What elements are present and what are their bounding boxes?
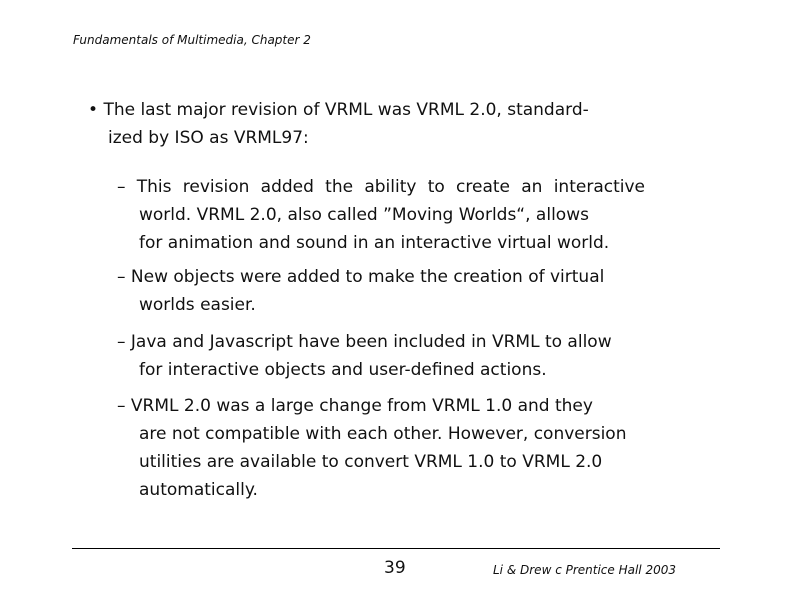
dash-marker: – — [117, 332, 126, 352]
sub-bullet-3-line1: Java and Javascript have been included in VRML to allow — [130, 332, 612, 352]
sub-bullet-4 — [117, 392, 645, 504]
dash-marker: – — [117, 396, 126, 416]
sub-bullet-1-line1 — [117, 173, 645, 201]
main-bullet-line2: ized by ISO as VRML97: — [108, 128, 309, 148]
main-bullet-line1: The last major revision of VRML was VRML 2.0, standard- — [103, 100, 589, 120]
sub-bullet-4-line4: automatically. — [139, 480, 258, 500]
sub-bullet-4-line2: are not compatible with each other. However, conversion — [139, 424, 627, 444]
sub-bullet-2 — [117, 263, 645, 319]
footer-credit: Li & Drew c Prentice Hall 2003 — [493, 563, 676, 577]
bullet-marker: • — [88, 100, 99, 120]
sub-bullet-3-line2: for interactive objects and user-defined actions. — [139, 360, 547, 380]
dash-marker: – — [117, 177, 126, 197]
sub-bullet-2-line1: New objects were added to make the creation of virtual — [130, 267, 605, 287]
dash-marker: – — [117, 267, 126, 287]
sub-bullet-1-line3: for animation and sound in an interactive virtual world. — [139, 233, 610, 253]
sub-bullet-4-line1: VRML 2.0 was a large change from VRML 1.0 and they — [130, 396, 593, 416]
sub-bullet-1 — [117, 173, 645, 257]
slide-header: Fundamentals of Multimedia, Chapter 2 — [73, 33, 311, 47]
sub-bullet-3 — [117, 328, 645, 384]
page-number: 39 — [384, 558, 406, 578]
sub-bullet-1-text1: This revision added the ability to create an interactive — [136, 177, 645, 197]
main-bullet — [88, 96, 628, 152]
footer-divider — [72, 548, 720, 549]
sub-bullet-2-line2: worlds easier. — [139, 295, 256, 315]
sub-bullet-1-line2: world. VRML 2.0, also called ”Moving Worlds“, allows — [139, 205, 589, 225]
sub-bullet-4-line3: utilities are available to convert VRML 1.0 to VRML 2.0 — [139, 452, 603, 472]
